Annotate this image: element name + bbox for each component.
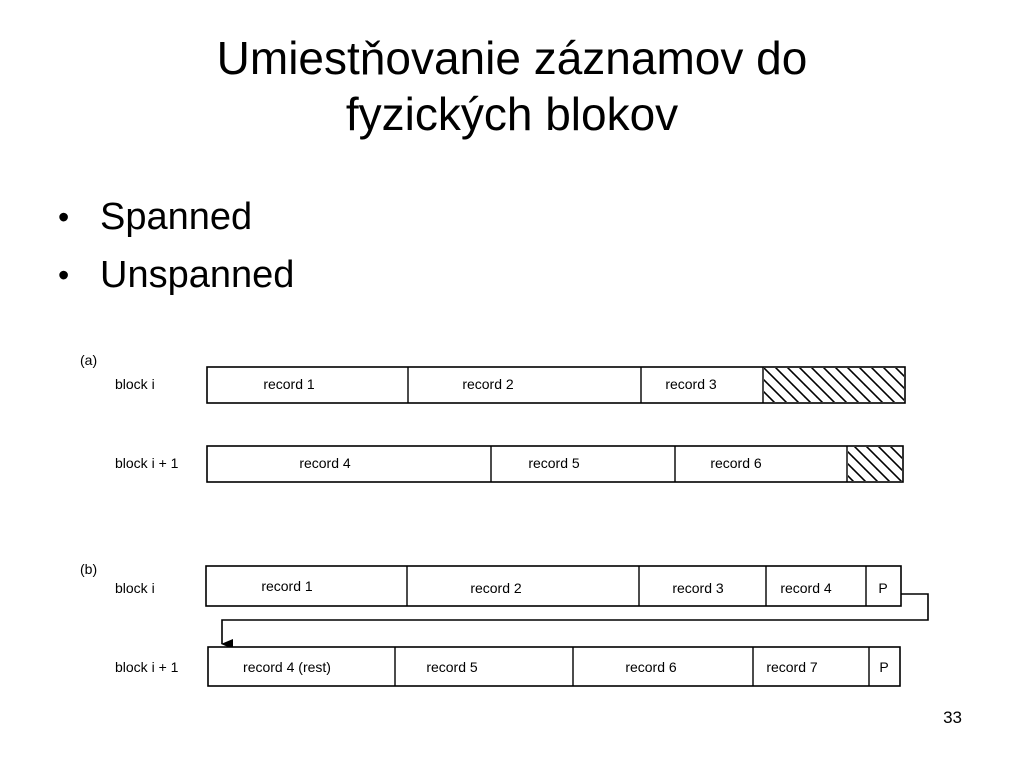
record-cell: record 3 <box>665 376 717 392</box>
unused-space-hatch <box>764 368 904 402</box>
record-cell: record 7 <box>766 659 818 675</box>
record-cell: record 2 <box>470 580 522 596</box>
part-a-label: (a) <box>80 352 98 368</box>
bullet-text: Spanned <box>100 196 253 238</box>
record-cell: record 3 <box>672 580 724 596</box>
bullet-dot-icon: • <box>58 257 70 293</box>
part-b-label: (b) <box>80 561 98 577</box>
part-b-block-i-plus-1 <box>115 647 900 686</box>
record-cell: record 1 <box>261 578 313 594</box>
unused-space-hatch <box>848 447 902 481</box>
record-cell: record 1 <box>263 376 315 392</box>
slide-title-line-2: fyzických blokov <box>345 88 679 140</box>
record-cell: record 4 (rest) <box>243 659 331 675</box>
block-label: block i + 1 <box>115 659 179 675</box>
record-cell: record 4 <box>299 455 351 471</box>
part-a-block-i-plus-1 <box>115 446 903 482</box>
pointer-cell: P <box>879 659 889 675</box>
record-cell: record 5 <box>426 659 478 675</box>
pointer-cell: P <box>878 580 888 596</box>
record-cell: record 6 <box>710 455 762 471</box>
bullet-text: Unspanned <box>100 254 295 296</box>
block-label: block i <box>115 580 155 596</box>
block-label: block i + 1 <box>115 455 179 471</box>
bullet-dot-icon: • <box>58 199 70 235</box>
record-cell: record 4 <box>780 580 832 596</box>
record-cell: record 2 <box>462 376 514 392</box>
block-label: block i <box>115 376 155 392</box>
page-number: 33 <box>943 708 962 727</box>
record-cell: record 5 <box>528 455 580 471</box>
part-b-block-i <box>115 566 901 606</box>
record-cell: record 6 <box>625 659 677 675</box>
slide-title-line-1: Umiestňovanie záznamov do <box>216 32 808 84</box>
part-a-block-i <box>115 367 905 403</box>
